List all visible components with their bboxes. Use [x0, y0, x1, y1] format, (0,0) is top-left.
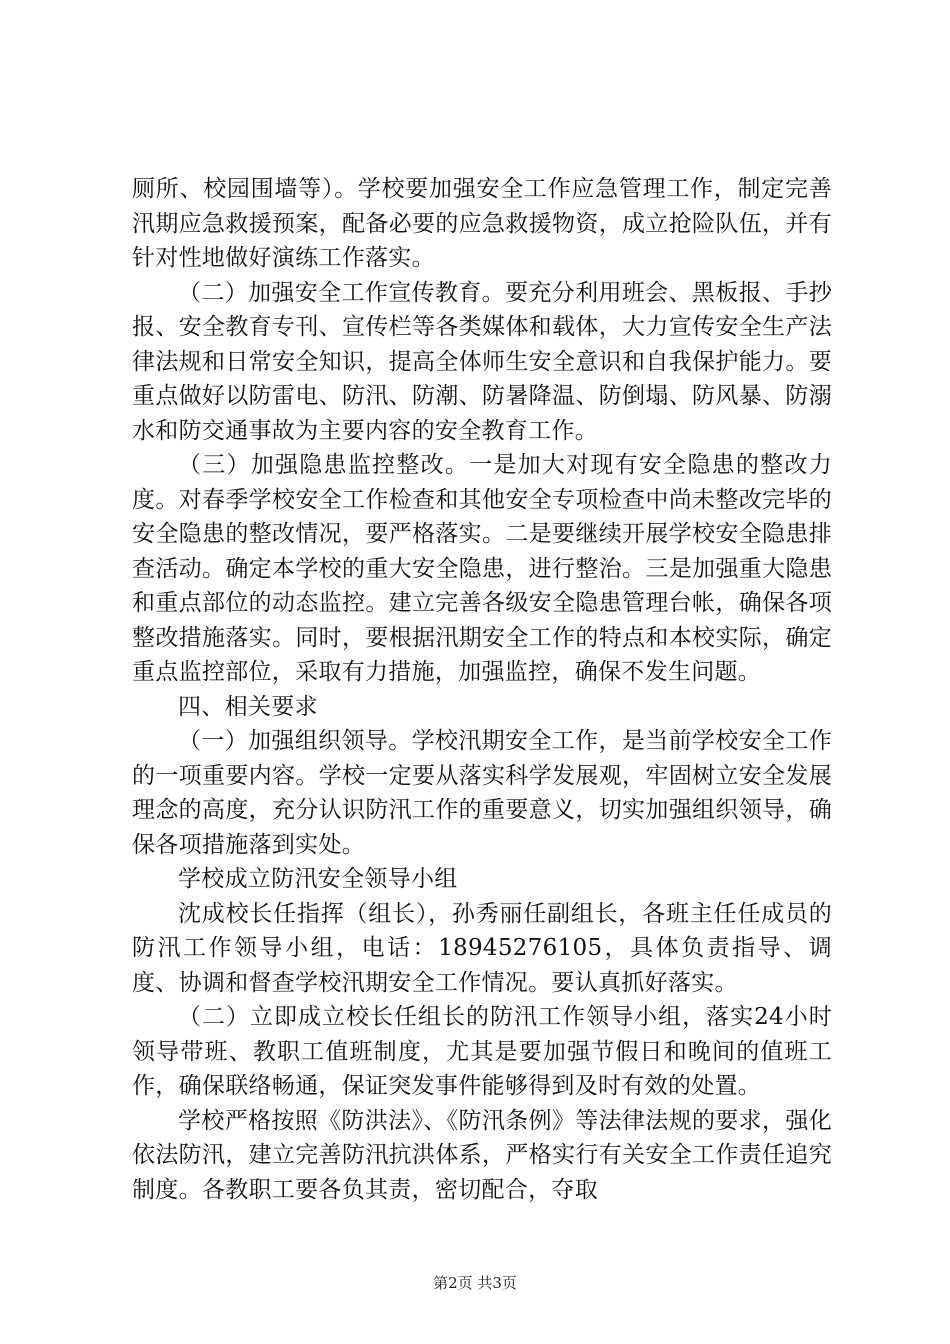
- paragraph-9: 学校严格按照《防洪法》、《防汛条例》等法律法规的要求，强化依法防汛，建立完善防汛抗洪体系，严格实行有关安全工作责任追究制度。各教职工要各负其责，密切配合，夺取: [132, 1107, 832, 1203]
- section-heading: 四、相关要求: [178, 693, 318, 720]
- paragraph-6: 学校成立防汛安全领导小组: [178, 866, 458, 892]
- paragraph-2: （二）加强安全工作宣传教育。要充分利用班会、黑板报、手抄报、安全教育专刊、宣传栏等各类媒体和载体，大力宣传安全生产法律法规和日常安全知识，提高全体师生安全意识和自我保护能力。要重点做好以防雷电、防汛、防潮、防暑降温、防倒塌、防风暴、防溺水和防交通事故为主要内容的安全教育工作。: [132, 279, 832, 444]
- document-body: [132, 172, 832, 1207]
- page-number-footer: 第2页 共3页: [433, 1274, 517, 1292]
- paragraph-7: 沈成校长任指挥（组长），孙秀丽任副组长，各班主任任成员的防汛工作领导小组，电话：18945276105，具体负责指导、调度、协调和督查学校汛期安全工作情况。要认真抓好落实。: [132, 900, 832, 996]
- paragraph-8: （二）立即成立校长任组长的防汛工作领导小组，落实24小时领导带班、教职工值班制度，尤其是要加强节假日和晚间的值班工作，确保联络畅通，保证突发事件能够得到及时有效的处置。: [132, 1004, 832, 1099]
- paragraph-5: （一）加强组织领导。学校汛期安全工作，是当前学校安全工作的一项重要内容。学校一定要从落实科学发展观，牢固树立安全发展理念的高度，充分认识防汛工作的重要意义，切实加强组织领导，确保各项措施落到实处。: [132, 728, 832, 858]
- paragraph-1: 厕所、校园围墙等）。学校要加强安全工作应急管理工作，制定完善汛期应急救援预案，配备必要的应急救援物资，成立抢险队伍，并有针对性地做好演练工作落实。: [132, 176, 832, 271]
- paragraph-3: （三）加强隐患监控整改。一是加大对现有安全隐患的整改力度。对春季学校安全工作检查和其他安全专项检查中尚未整改完毕的安全隐患的整改情况，要严格落实。二是要继续开展学校安全隐患排查活动。确定本学校的重大安全隐患，进行整治。三是加强重大隐患和重点部位的动态监控。建立完善各级安全隐患管理台帐，确保各项整改措施落实。同时，要根据汛期安全工作的特点和本校实际，确定重点监控部位，采取有力措施，加强监控，确保不发生问题。: [132, 452, 832, 685]
